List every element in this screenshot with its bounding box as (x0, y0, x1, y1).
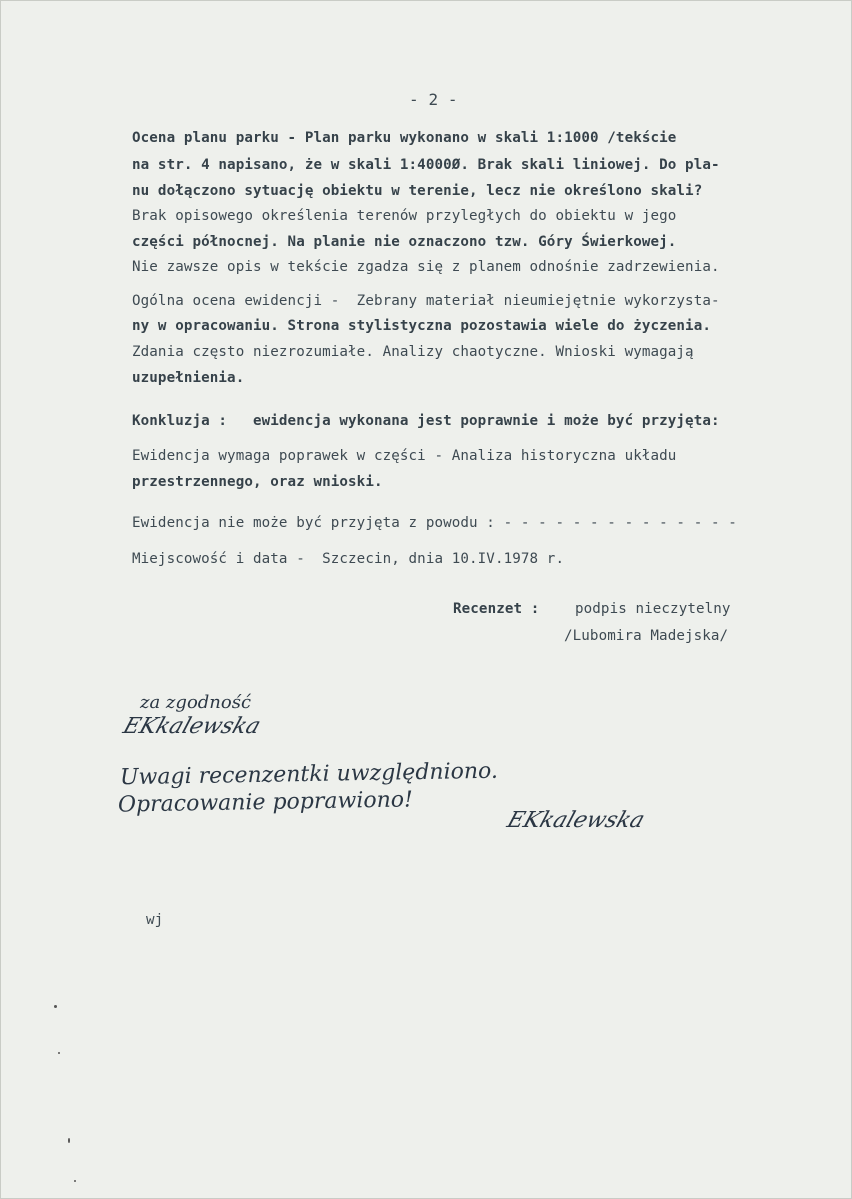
text-line-13: przestrzennego, oraz wnioski. (132, 474, 383, 490)
handwritten-signature-2: EKkalewska (503, 808, 648, 833)
text-line-1: Ocena planu parku - Plan parku wykonano w skali 1:1000 /tekście (132, 130, 677, 146)
text-line-4: Brak opisowego określenia terenów przyległych do obiektu w jego (132, 208, 677, 224)
initials: wj (146, 912, 164, 928)
text-line-15: Miejscowość i data - Szczecin, dnia 10.IV.1978 r. (132, 551, 565, 567)
text-line-2: na str. 4 napisano, że w skali 1:4000Ø. Brak skali liniowej. Do pla- (132, 157, 720, 173)
text-line-12: Ewidencja wymaga poprawek w części - Analiza historyczna układu (132, 448, 677, 464)
text-line-9: Zdania często niezrozumiałe. Analizy chaotyczne. Wnioski wymagają (132, 344, 694, 360)
reviewer-signature-note: podpis nieczytelny (575, 601, 731, 617)
handwritten-note: za zgodność (140, 692, 252, 713)
reviewer-label: Recenzet : (453, 601, 540, 617)
text-line-3: nu dołączono sytuację obiektu w terenie, lecz nie określono skali? (132, 183, 703, 199)
handwritten-remark-line-1: Uwagi recenzentki uwzględniono. (119, 758, 499, 791)
text-line-7: Ogólna ocena ewidencji - Zebrany materiał nieumiejętnie wykorzysta- (132, 293, 720, 309)
handwritten-remark-line-2: Opracowanie poprawiono! (117, 787, 414, 818)
text-line-8: ny w opracowaniu. Strona stylistyczna pozostawia wiele do życzenia. (132, 318, 711, 334)
handwritten-signature-1: EKkalewska (119, 714, 264, 739)
text-line-11: Konkluzja : ewidencja wykonana jest poprawnie i może być przyjęta: (132, 413, 720, 429)
paper-speck (68, 1138, 70, 1143)
reviewer-name: /Lubomira Madejska/ (564, 628, 729, 644)
text-line-10: uzupełnienia. (132, 370, 245, 386)
page-number: - 2 - (409, 90, 458, 109)
paper-speck (58, 1052, 60, 1054)
paper-speck (74, 1180, 76, 1182)
paper-speck (54, 1005, 57, 1008)
text-line-6: Nie zawsze opis w tekście zgadza się z planem odnośnie zadrzewienia. (132, 259, 720, 275)
text-line-14: Ewidencja nie może być przyjęta z powodu : - - - - - - - - - - - - - - (132, 515, 737, 531)
text-line-5: części północnej. Na planie nie oznaczono tzw. Góry Świerkowej. (132, 234, 677, 250)
